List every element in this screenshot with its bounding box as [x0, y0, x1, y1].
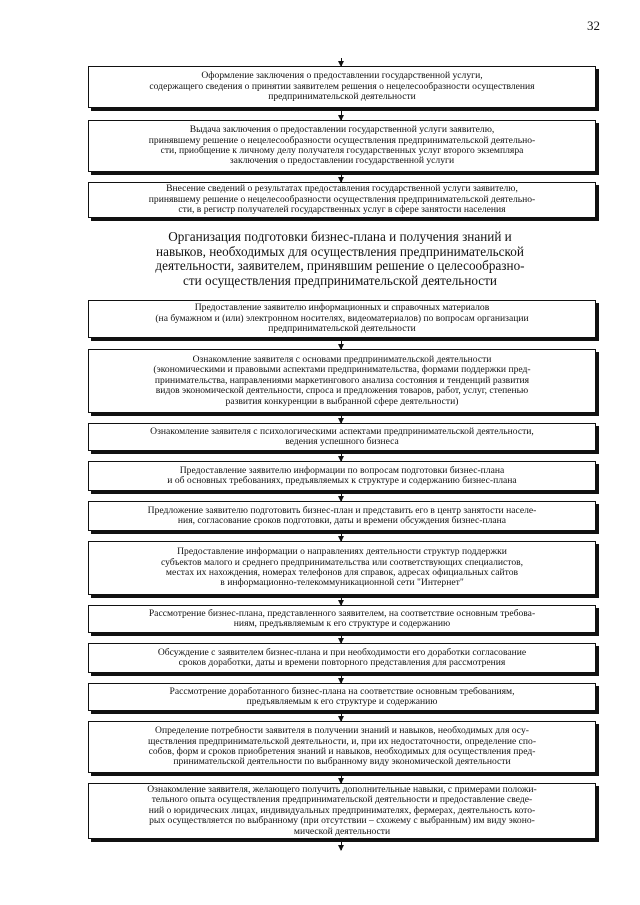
flow-arrow	[341, 635, 342, 643]
step-text: Оформление заключения о предоставлении государственной услуги, содержащего сведения о принятии заявителем решения о нецелесообразности осуществления предпринимательской деятельности	[149, 70, 535, 103]
step-text: Рассмотрение бизнес-плана, представленного заявителем, на соответствие основным требова- ниям, предъявляемым к его структуре и содержанию	[148, 607, 536, 629]
flow-arrow	[341, 415, 342, 423]
step-text: Выдача заключения о предоставлении государственной услуги заявителю, принявшему решение о нецелесообразности осуществления предпринимательской деятельно- сти, приобщение к личному делу получателя государственных услуг второго экземпляра заключения о предоставлении государственной услуги	[148, 124, 536, 167]
step-text: Рассмотрение доработанного бизнес-плана на соответствие основным требованиям, предъявляемым к его структуре и содержанию	[169, 685, 515, 707]
step-text: Предложение заявителю подготовить бизнес-план и представить его в центр занятости населе- ния, согласование сроков подготовки, даты и времени обсуждения бизнес-плана	[147, 504, 537, 526]
flow-arrow	[341, 533, 342, 541]
step-text: Ознакомление заявителя, желающего получить дополнительные навыки, с примерами положи- тельного опыта осуществления предпринимательской деятельности и предоставление сведе- ний о юридических лицах, индивидуальных предпринимателях, фермерах, деятельность кото- рых осуществляется по выбранному (при отсутствии – схожему с выбранным) им виду эконо- мической деятельности	[147, 783, 537, 837]
step-text: Ознакомление заявителя с психологическими аспектами предпринимательской деятельности, ведения успешного бизнеса	[150, 425, 534, 447]
flow-arrow	[341, 493, 342, 501]
section-heading: Организация подготовки бизнес-плана и получения знаний и навыков, необходимых для осуществления предпринимательской деятельности, заявителем, принявшим решение о целесообразно- сти осуществления предпринимательской деятельности	[155, 229, 525, 288]
flow-step-revised-plan-review	[88, 683, 596, 711]
page-number: 32	[587, 18, 600, 33]
flow-arrow	[341, 58, 342, 66]
flow-step-plan-discussion	[88, 643, 596, 673]
flow-step-business-plan-info	[88, 461, 596, 491]
step-text: Предоставление заявителю информации по вопросам подготовки бизнес-плана и об основных требованиях, предъявляемых к структуре и содержанию бизнес-плана	[167, 464, 517, 486]
step-text: Предоставление информации о направлениях деятельности структур поддержки субъектов малого и среднего предпринимательства или соответствующих специалистов, местах их нахождения, номерах телефонов для справок, адресах официальных сайтов в информационно-телекоммуникационной сети "Интернет"	[160, 546, 524, 589]
flow-arrow	[341, 110, 342, 120]
flow-step-conclusion-issue	[88, 120, 596, 172]
flow-arrow	[341, 675, 342, 683]
flow-step-positive-experience	[88, 783, 596, 839]
flow-step-info-materials	[88, 300, 596, 338]
step-text: Предоставление заявителю информационных и справочных материалов (на бумажном и (или) электронном носителях, видеоматериалов) по вопросам организации предпринимательской деятельности	[155, 302, 529, 335]
flow-step-prepare-plan-offer	[88, 501, 596, 531]
step-text: Ознакомление заявителя с основами предпринимательской деятельности (экономическими и правовыми аспектами предпринимательства, формами поддержки пред- принимательства, направлениями маркетингового анализа состояния и тенденций развития видов экономической деятельности, спроса и предложения товаров, работ, услуг, степенью развития конкуренции в выбранной сфере деятельности)	[153, 353, 531, 407]
step-text: Внесение сведений о результатах предоставления государственной услуги заявителю, принявшему решение о нецелесообразности осуществления предпринимательской деятельно- сти, в регистр получателей государственных услуг в сфере занятости населения	[148, 183, 536, 216]
flow-step-business-basics	[88, 349, 596, 413]
flow-arrow	[341, 453, 342, 461]
step-text: Определение потребности заявителя в получении знаний и навыков, необходимых для осу- ществления предпринимательской деятельности, и, при их недостаточности, определение спо- собов, форм и сроков приобретения знаний и навыков, необходимых для осуществления пред- принимательской деятельности по выбранному виду экономической деятельности	[147, 725, 537, 768]
flow-arrow	[341, 775, 342, 783]
flow-step-plan-review	[88, 605, 596, 633]
flow-step-conclusion-drafting	[88, 66, 596, 108]
flow-step-skills-needs	[88, 721, 596, 773]
flow-arrow	[341, 597, 342, 605]
flow-arrow	[341, 174, 342, 182]
flow-arrow	[341, 841, 342, 850]
flow-arrow	[341, 713, 342, 721]
flow-step-support-structures	[88, 541, 596, 595]
flow-arrow	[341, 340, 342, 349]
flow-step-register-entry	[88, 182, 596, 218]
flow-step-psychology	[88, 423, 596, 451]
step-text: Обсуждение с заявителем бизнес-плана и при необходимости его доработки согласование сроков доработки, даты и времени повторного представления для рассмотрения	[157, 646, 527, 668]
